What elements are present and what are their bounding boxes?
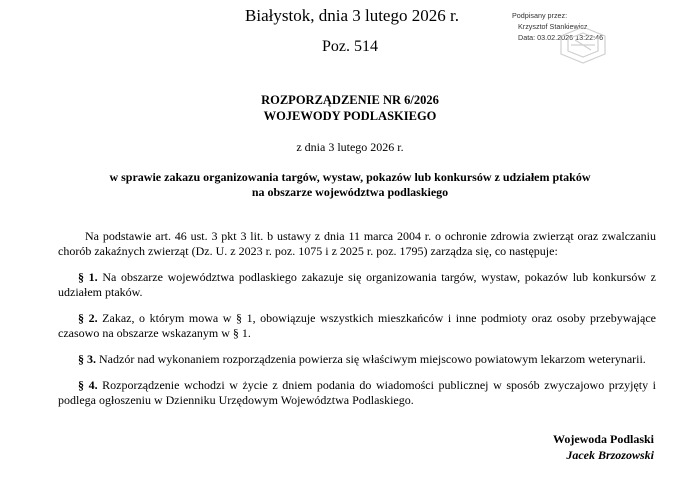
section-label: § 4.: [78, 378, 98, 392]
section-paragraph: [58, 311, 656, 341]
section-label: § 2.: [78, 311, 98, 325]
signature-label: Podpisany przez:: [512, 11, 568, 20]
section-text: Nadzór nad wykonaniem rozporządzenia powierza się właściwym miejscowo powiatowym lekarzom weterynarii.: [99, 352, 646, 366]
subject-line-1: w sprawie zakazu organizowania targów, wystaw, pokazów lub konkursów z udziałem ptaków: [109, 170, 591, 184]
signatory-name: Jacek Brzozowski: [566, 448, 654, 462]
position-number: Poz. 514: [322, 38, 378, 55]
section-text: Rozporządzenie wchodzi w życie z dniem podania do wiadomości publicznej w sposób zwyczajowo przyjęty i podlega ogłoszeniu w Dzienniku Urzędowym Województwa Podlaskiego.: [58, 378, 657, 407]
section-label: § 3.: [78, 352, 96, 366]
section-paragraph: [58, 378, 656, 408]
regulation-subject: [0, 170, 700, 200]
regulation-title: [0, 92, 700, 124]
section-paragraph: [58, 270, 656, 300]
place-and-date: Białystok, dnia 3 lutego 2026 r.: [245, 6, 459, 25]
regulation-date: z dnia 3 lutego 2026 r.: [296, 140, 404, 154]
signature-seal-icon: [557, 24, 609, 66]
section-paragraph: [58, 352, 656, 367]
signatory-block: [420, 431, 654, 463]
subject-line-2: na obszarze województwa podlaskiego: [251, 185, 449, 199]
regulation-issuer: WOJEWODY PODLASKIEGO: [263, 109, 437, 123]
regulation-body: [58, 229, 656, 419]
section-label: § 1.: [78, 270, 98, 284]
signatory-role: Wojewoda Podlaski: [552, 432, 654, 446]
section-text: Zakaz, o którym mowa w § 1, obowiązuje wszystkich mieszkańców i inne podmioty oraz osoby przebywające czasowo na obszarze wskazanym w § 1.: [58, 311, 656, 340]
regulation-number: ROZPORZĄDZENIE NR 6/2026: [261, 93, 439, 107]
legal-basis-paragraph: Na podstawie art. 46 ust. 3 pkt 3 lit. b ustawy z dnia 11 marca 2004 r. o ochronie zdrowia zwierząt oraz zwalczaniu chorób zakaźnych zwierząt (Dz. U. z 2023 r. poz. 1075 i z 2025 r. poz. 1795) zarządza się, co następuje:: [58, 229, 656, 258]
section-text: Na obszarze województwa podlaskiego zakazuje się organizowania targów, wystaw, pokazów lub konkursów z udziałem ptaków.: [58, 270, 656, 299]
signature-signer: Krzysztof Stankiewicz: [518, 22, 588, 31]
signature-date: Data: 03.02.2026 13:22:46: [518, 33, 604, 42]
